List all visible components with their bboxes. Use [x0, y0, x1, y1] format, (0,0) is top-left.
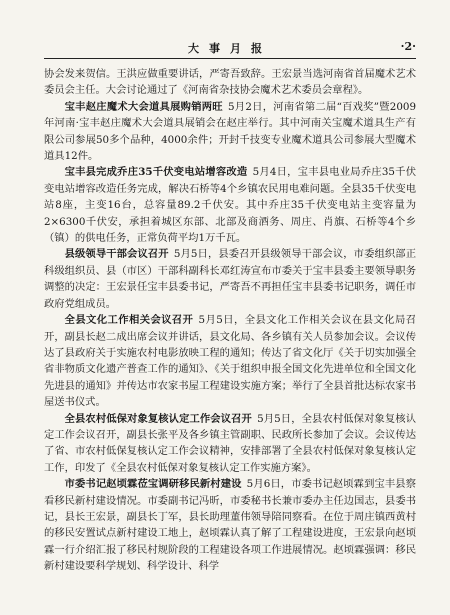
news-item — [44, 164, 416, 246]
news-item — [44, 411, 416, 477]
news-headline: 县级领导干部会议召开 — [64, 248, 169, 261]
page-number: ·2· — [400, 40, 416, 53]
news-date: 5月5日， — [198, 314, 245, 327]
news-item — [44, 312, 416, 410]
news-text: 市委书记赵顷霖到宝丰县察看移民新村建设情况。市委副书记冯昕，市委秘书长兼市委办主任边国志，县委书记，县长王宏景，副县长丁军，县长助理董伟领导陪同察看。在位于周庄镇西黄村的移民安置试点新村建设工地上，赵顷霖认真了解了工程建设进度，王宏景向赵顷霖一行介绍汇报了移民村规阶段的工程建设各项工作进展情况。赵顷霖强调：移民新村建设要科学规划、科学设计、科学 — [44, 478, 416, 573]
news-headline: 市委书记赵顷霖莅宝调研移民新村建设 — [64, 478, 242, 491]
paragraph-text: 协会发来贺信。王洪应做重要讲话，严寄吾致辞。王宏景当选河南省首届魔术艺术委员会主任。大会讨论通过了《河南省杂技协会魔术艺术委员会章程》。 — [44, 68, 416, 97]
news-date: 5月6日， — [246, 478, 292, 491]
news-item — [44, 246, 416, 312]
journal-title: 大事月报 — [188, 42, 272, 55]
news-date: 5月2日， — [228, 100, 274, 113]
news-date: 5月5日， — [257, 412, 302, 425]
news-date: 5月5日， — [173, 248, 219, 261]
paragraph-continuation — [44, 66, 416, 99]
news-item — [44, 476, 416, 574]
news-text: 县委召开县级领导干部会议，市委组织部正科级组织员、县（市区）干部科副科长邓红涛宣布市委关于宝丰县委主要领导职务调整的决定：王宏景任宝丰县委书记，严寄吾不再担任宝丰县委书记职务，调任市政府党组成员。 — [44, 248, 416, 310]
news-headline: 宝丰县完成乔庄35千伏变电站增容改造 — [64, 166, 248, 179]
news-text: 全县农村低保对象复核认定工作会议召开，副县长张平及各乡镇主管副职、民政所长参加了会议。会议传达了省、市农村低保复核认定工作会议精神，安排部署了全县农村低保对象复核认定工作，印发了《全县农村低保对象复核认定工作实施方案》。 — [44, 412, 416, 474]
news-text: 河南省第二届“百戏奖”暨2009年河南·宝丰赵庄魔术大会道具展销会在赵庄举行。其中河南关宝魔术道具生产有限公司参展50多个品种，4000余件；开封千技变专业魔术道具公司参展大型魔术道具12件。 — [44, 100, 416, 163]
news-headline: 全县文化工作相关会议召开 — [64, 314, 194, 327]
article-body — [44, 66, 416, 589]
news-item — [44, 99, 416, 165]
news-headline: 全县农村低保对象复核认定工作会议召开 — [64, 412, 252, 425]
news-date: 5月4日， — [252, 166, 298, 179]
news-headline: 宝丰赵庄魔术大会道具展购销两旺 — [64, 100, 223, 113]
news-text: 宝丰县电业局乔庄35千伏变电站增容改造任务完成，解决石桥等4个乡镇农民用电难问题。全县35千伏变电站8座，主变16台，总容量89.2千伏安。其中乔庄35千伏变电站主变容量为2×6300千伏安，承担着城区东部、北部及商酒务、周庄、肖旗、石桥等4个乡（镇）的供电任务，正常负荷平均1万千瓦。 — [44, 166, 416, 245]
news-text: 全县文化工作相关会议在县文化局召开，副县长赵二成出席会议并讲话，县文化局、各乡镇有关人员参加会议。会议传达了县政府关于实施农村电影放映工程的通知；传达了省文化厅《关于切实加强全省非物质文化遗产普查工作的通知》、《关于组织申报全国文化先进单位和全国文化先进县的通知》并传达市农家书屋工程建设实施方案；举行了全县首批达标农家书屋送书仪式。 — [44, 314, 416, 409]
page-header — [44, 40, 416, 59]
